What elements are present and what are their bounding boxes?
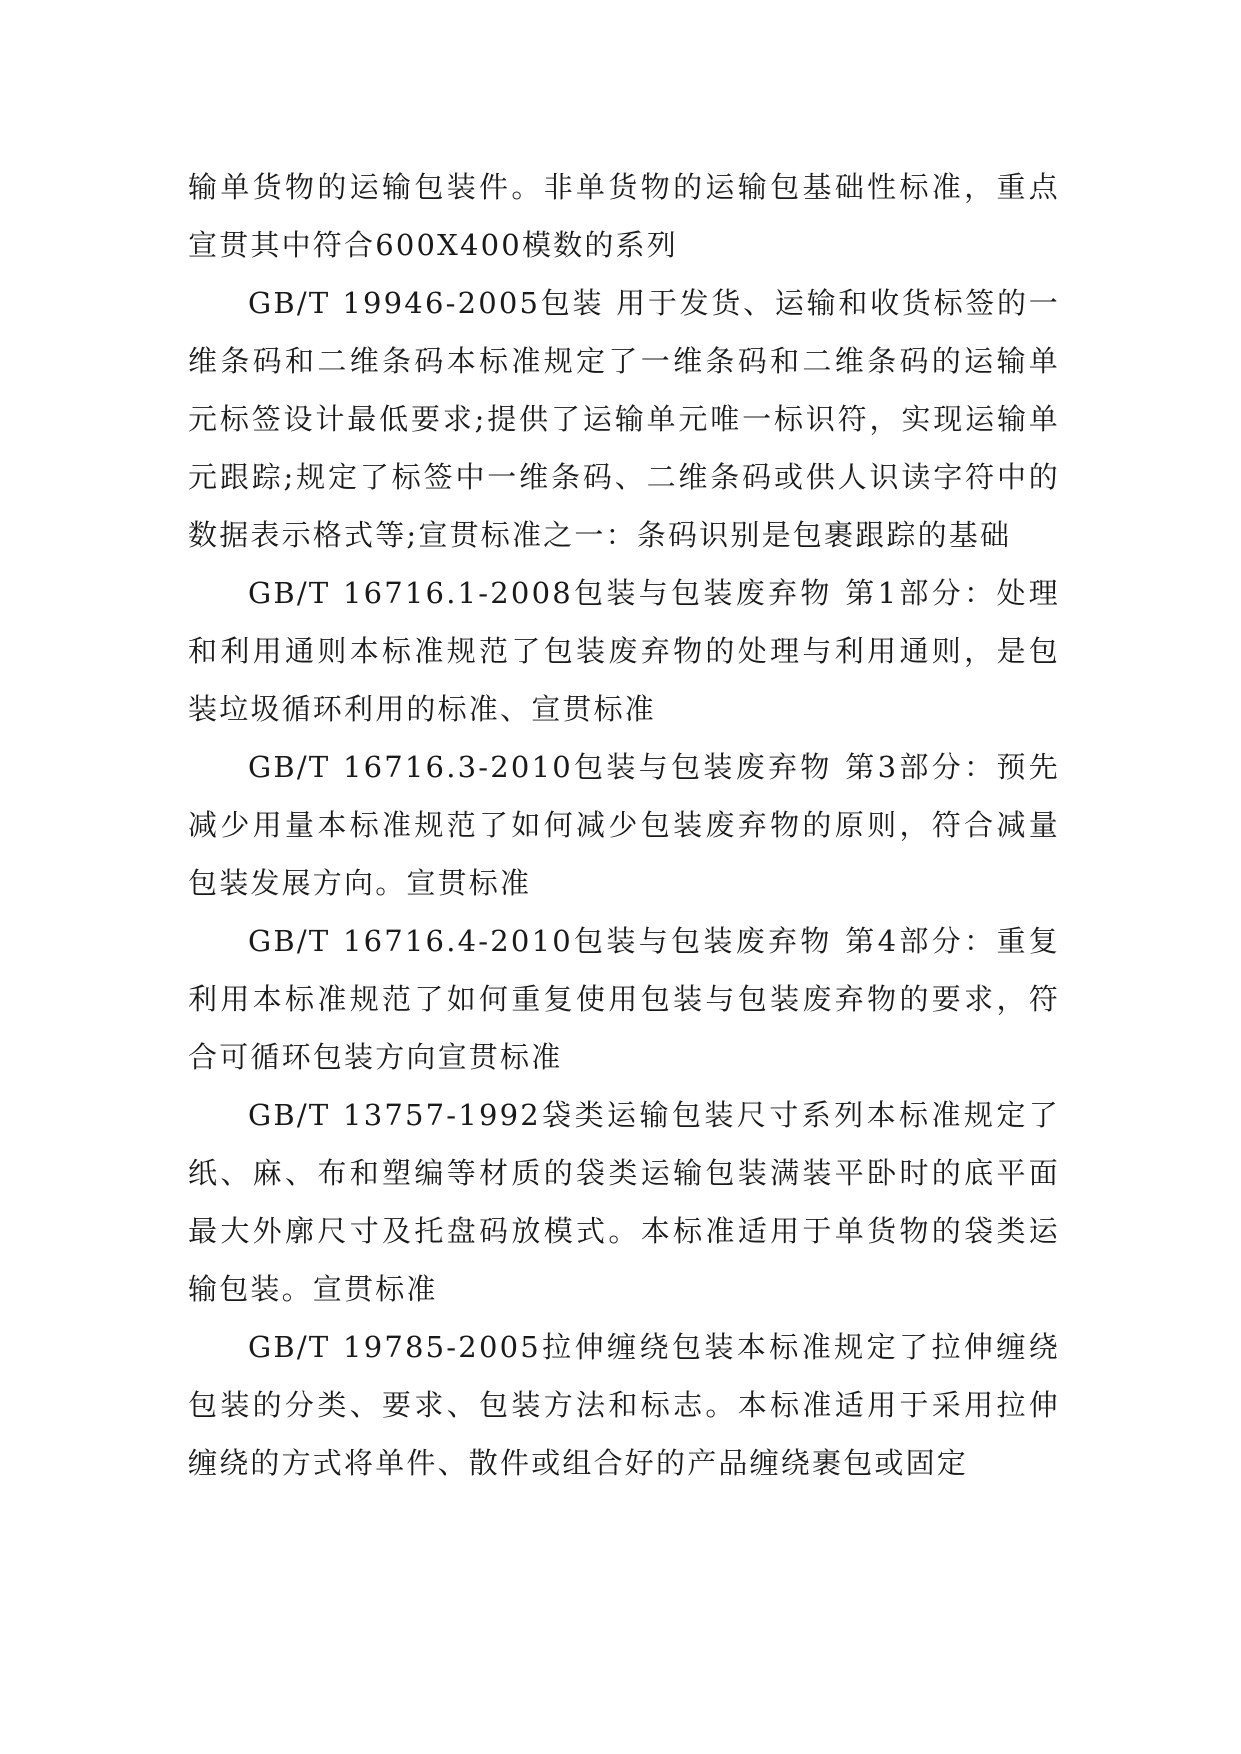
paragraph: GB/T 19785-2005拉伸缠绕包装本标准规定了拉伸缠绕包装的分类、要求、包装方法和标志。本标准适用于采用拉伸缠绕的方式将单件、散件或组合好的产品缠绕裹包或固定 bbox=[188, 1330, 1060, 1480]
paragraph: 输单货物的运输包装件。非单货物的运输包基础性标准，重点宣贯其中符合600X400模数的系列 bbox=[188, 170, 1060, 262]
paragraph: GB/T 16716.1-2008包装与包装废弃物 第1部分：处理和利用通则本标准规范了包装废弃物的处理与利用通则，是包装垃圾循环利用的标准、宣贯标准 bbox=[188, 576, 1060, 726]
paragraph: GB/T 13757-1992袋类运输包装尺寸系列本标准规定了纸、麻、布和塑编等材质的袋类运输包装满装平卧时的底平面最大外廓尺寸及托盘码放模式。本标准适用于单货物的袋类运输包装。宣贯标准 bbox=[188, 1098, 1060, 1306]
document-page bbox=[188, 158, 1060, 1492]
paragraph: GB/T 19946-2005包装 用于发货、运输和收货标签的一维条码和二维条码本标准规定了一维条码和二维条码的运输单元标签设计最低要求;提供了运输单元唯一标识符，实现运输单元跟踪;规定了标签中一维条码、二维条码或供人识读字符中的数据表示格式等;宣贯标准之一：条码识别是包裹跟踪的基础 bbox=[188, 286, 1060, 552]
paragraph: GB/T 16716.3-2010包装与包装废弃物 第3部分：预先减少用量本标准规范了如何减少包装废弃物的原则，符合减量包装发展方向。宣贯标准 bbox=[188, 750, 1060, 900]
paragraph: GB/T 16716.4-2010包装与包装废弃物 第4部分：重复利用本标准规范了如何重复使用包装与包装废弃物的要求，符合可循环包装方向宣贯标准 bbox=[188, 924, 1060, 1074]
